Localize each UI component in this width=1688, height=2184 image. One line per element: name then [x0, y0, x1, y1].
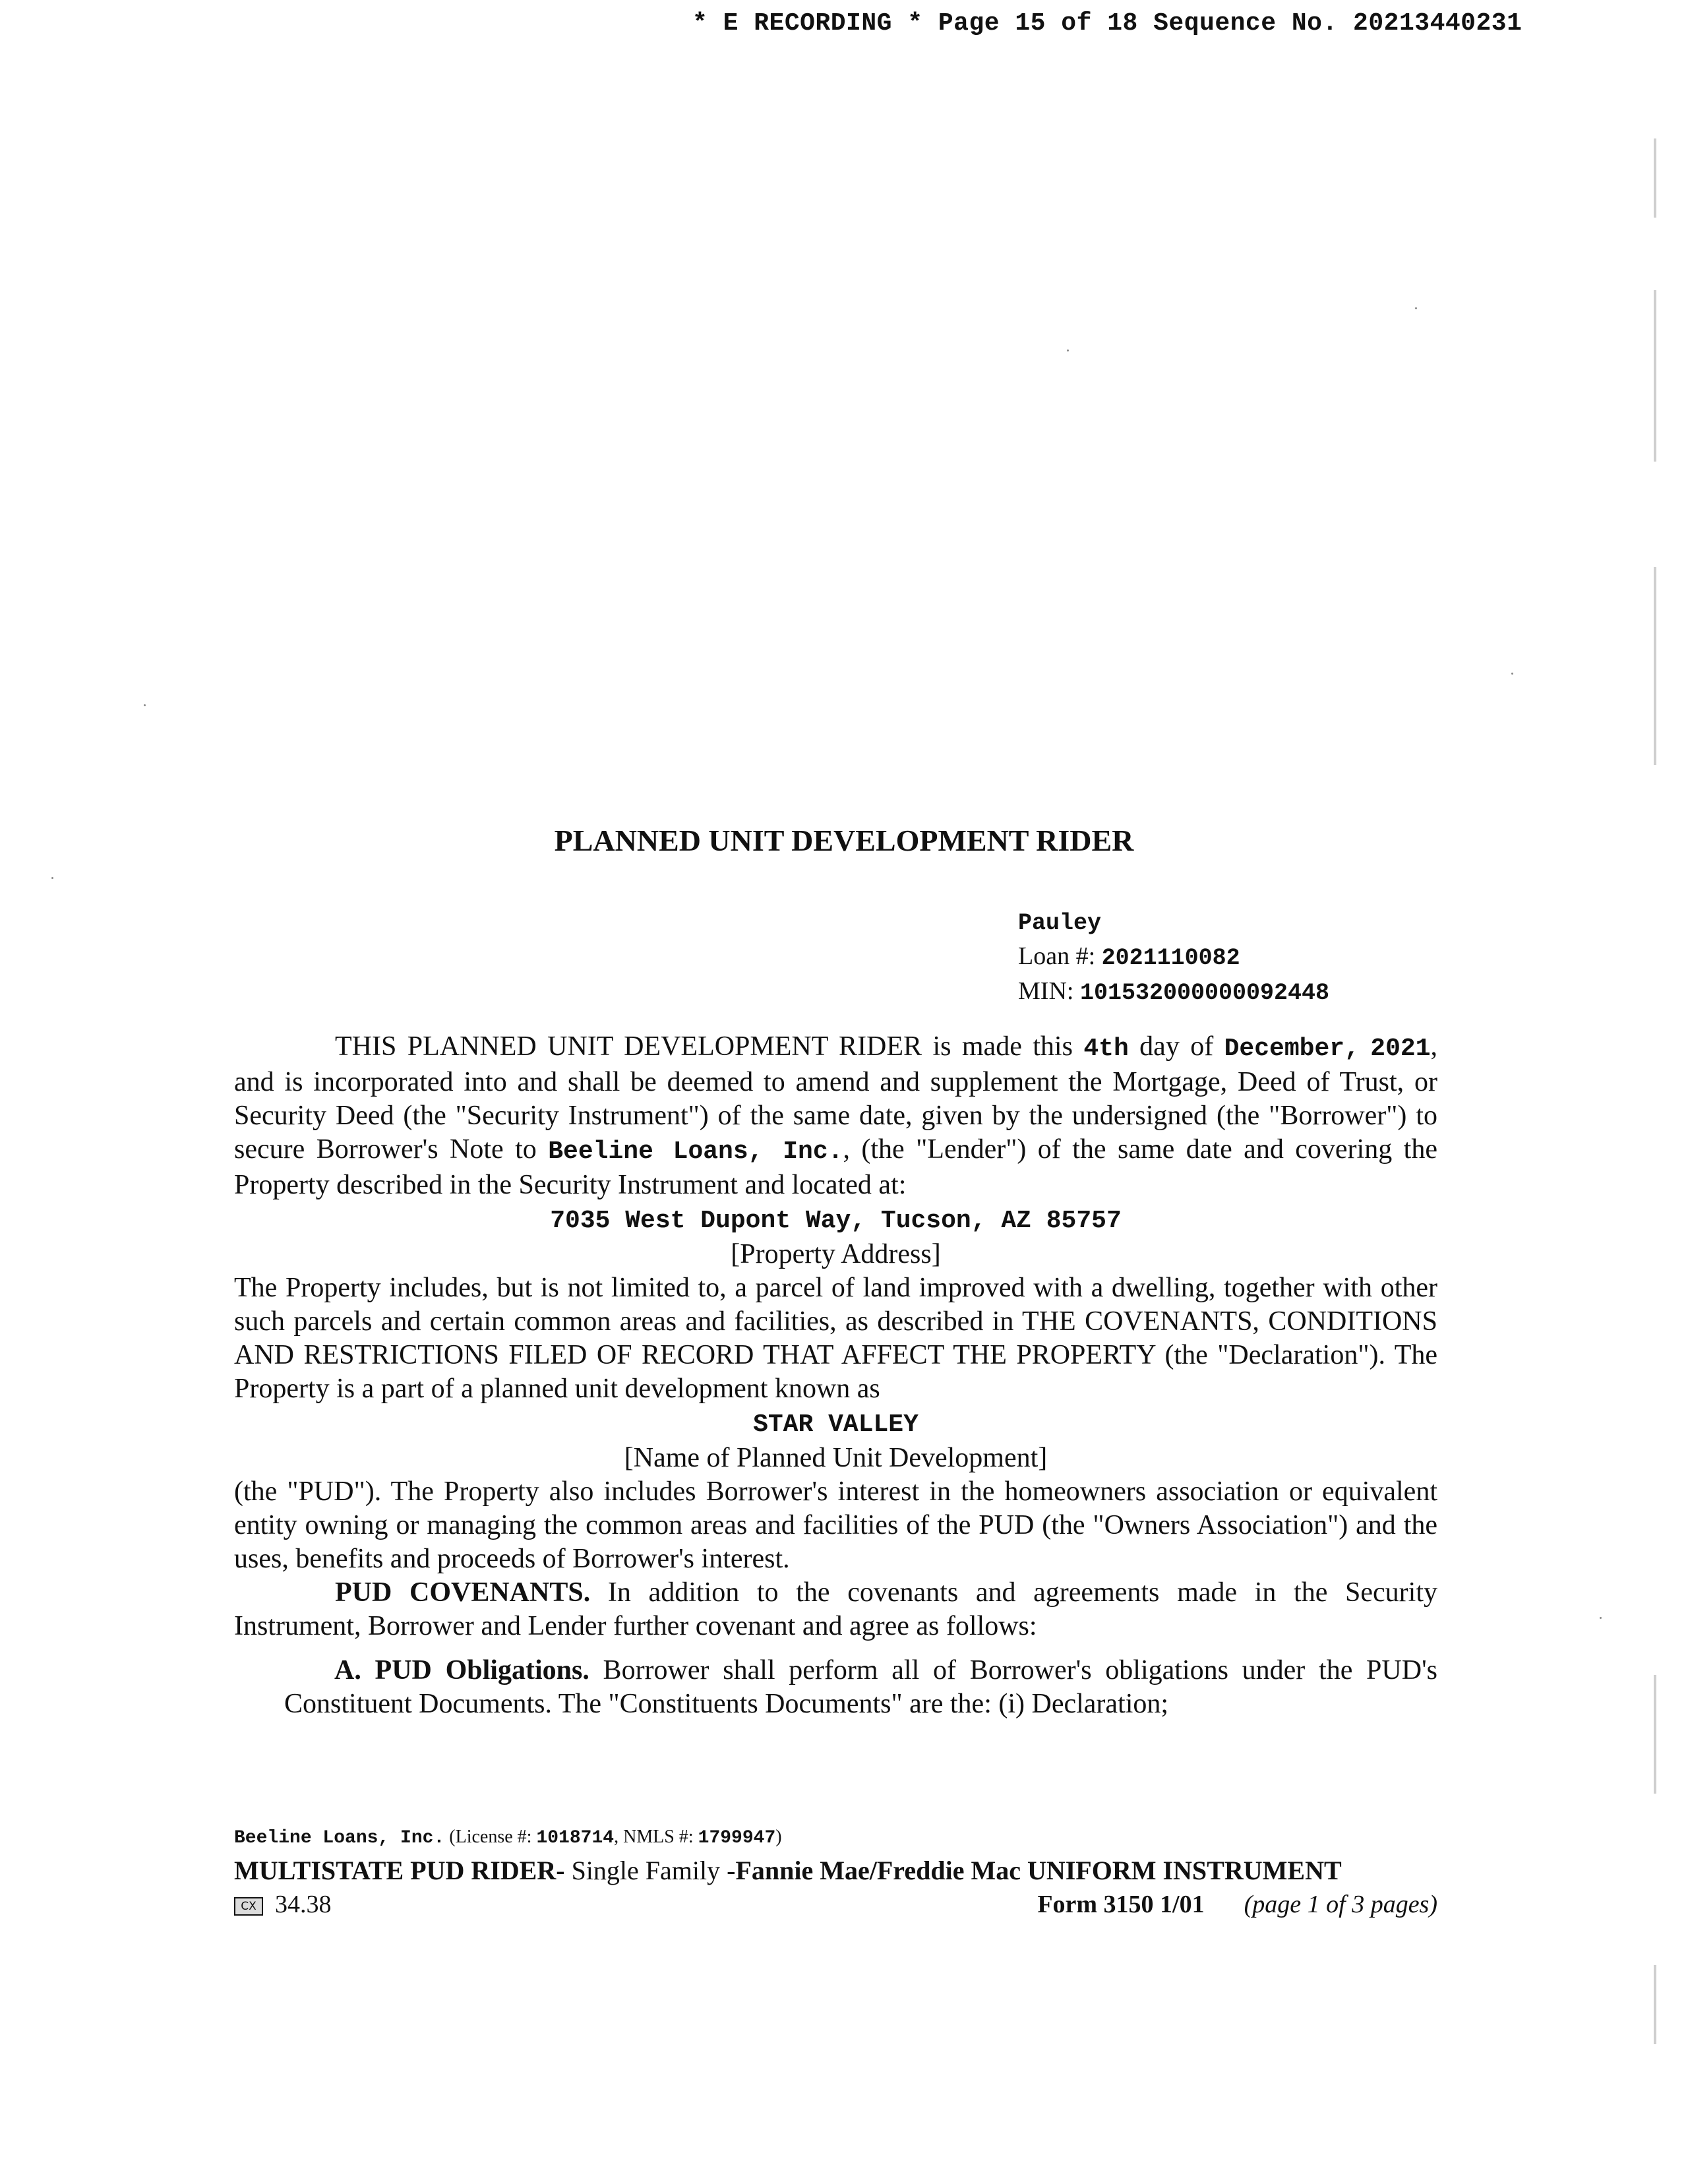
borrower-name: Pauley	[1018, 910, 1102, 936]
pud-name-caption: [Name of Planned Unit Development]	[624, 1443, 1048, 1473]
scan-edge-mark	[1654, 1675, 1656, 1794]
nmls-label: , NMLS #:	[614, 1827, 698, 1847]
recording-stamp: * E RECORDING * Page 15 of 18 Sequence No. 20213440231	[692, 9, 1522, 38]
rider-month: December,	[1224, 1035, 1360, 1063]
license-number: 1018714	[536, 1828, 615, 1848]
intro-text-2: day of	[1128, 1031, 1224, 1062]
document-body	[234, 1030, 1437, 1721]
scan-speck	[1511, 673, 1513, 675]
scan-edge-mark	[1654, 138, 1656, 218]
scan-speck	[1415, 307, 1417, 309]
loan-info-block	[1018, 905, 1329, 1010]
covenants-heading: PUD COVENANTS.	[335, 1577, 591, 1608]
scan-speck	[144, 704, 146, 706]
form-title-part-3: Fannie Mae/Freddie Mac UNIFORM INSTRUMENT	[735, 1856, 1342, 1885]
scan-speck	[1600, 1617, 1602, 1619]
page-info: (page 1 of 3 pages)	[1244, 1891, 1437, 1918]
footer-license-line	[234, 1827, 1437, 1848]
scan-edge-mark	[1654, 290, 1656, 462]
form-version: 34.38	[275, 1891, 332, 1918]
form-version-line	[234, 1890, 1437, 1927]
intro-paragraph	[234, 1030, 1437, 1202]
obligations-text: Borrower shall perform all of Borrower's obligations under the PUD's Constituent Documents. The "Constituents Documents" are the: (i) Declaration;	[284, 1655, 1437, 1719]
pud-paragraph: (the "PUD"). The Property also includes Borrower's interest in the homeowners association or equivalent entity owning or managing the common areas and facilities of the PUD (the "Owners Association") and the uses, benefits and proceeds of Borrower's interest.	[234, 1476, 1437, 1574]
covenants-paragraph	[234, 1576, 1437, 1643]
loan-number: 2021110082	[1101, 945, 1240, 971]
form-number: Form 3150 1/01	[1037, 1891, 1205, 1918]
nmls-number: 1799947	[698, 1828, 776, 1848]
loan-number-label: Loan #:	[1018, 942, 1096, 970]
document-title: PLANNED UNIT DEVELOPMENT RIDER	[554, 824, 1134, 857]
property-includes-paragraph: The Property includes, but is not limited to, a parcel of land improved with a dwelling, together with other such parcels and certain common areas and facilities, as described in THE COVENANTS, CONDITIONS AND RESTRICTIONS FILED OF RECORD THAT AFFECT THE PROPERTY (the "Declaration"). The Property is a part of a planned unit development known as	[234, 1273, 1437, 1404]
intro-text-1: THIS PLANNED UNIT DEVELOPMENT RIDER is made this	[335, 1031, 1084, 1062]
rider-year: 2021	[1370, 1035, 1431, 1063]
property-address-caption: [Property Address]	[731, 1239, 941, 1269]
intro-text-3: , and is incorporated into and shall be deemed to amend and supplement the Mortgage, Deed of Trust, or Security Deed (the "Security Instrument") of the same date, given by the undersigned (the "Borrower") to secure Borrower's Note to	[234, 1031, 1437, 1165]
min-number: 101532000000092448	[1079, 980, 1330, 1006]
min-label: MIN:	[1018, 977, 1074, 1005]
covenants-text: In addition to the covenants and agreements made in the Security Instrument, Borrower and Lender further covenant and agree as follows:	[234, 1577, 1438, 1641]
license-label: (License #:	[444, 1827, 537, 1847]
scan-edge-mark	[1654, 567, 1656, 765]
cx-logo-icon: CX	[234, 1897, 263, 1916]
lender-name: Beeline Loans, Inc.	[548, 1138, 843, 1166]
form-title-part-2: Single Family -	[564, 1856, 736, 1885]
property-address-line	[234, 1202, 1437, 1238]
scan-edge-mark	[1654, 1965, 1656, 2044]
scan-speck	[1067, 349, 1069, 351]
intro-text-4: , (the "Lender") of the same date and covering the Property described in the Security Instrument and located at:	[234, 1134, 1437, 1200]
form-title-part-1: MULTISTATE PUD RIDER-	[234, 1856, 565, 1885]
scan-speck	[51, 877, 53, 879]
obligations-heading: A. PUD Obligations.	[334, 1655, 589, 1685]
footer-lender-name: Beeline Loans, Inc.	[234, 1828, 445, 1848]
rider-day: 4th	[1083, 1035, 1129, 1063]
property-address: 7035 West Dupont Way, Tucson, AZ 85757	[550, 1207, 1122, 1235]
obligations-paragraph	[234, 1654, 1437, 1721]
license-close: )	[775, 1827, 782, 1847]
pud-name: STAR VALLEY	[753, 1410, 919, 1439]
pud-name-line	[234, 1406, 1437, 1441]
document-footer	[234, 1827, 1437, 1927]
form-number-block	[1037, 1890, 1437, 1919]
form-title-line	[234, 1855, 1437, 1886]
